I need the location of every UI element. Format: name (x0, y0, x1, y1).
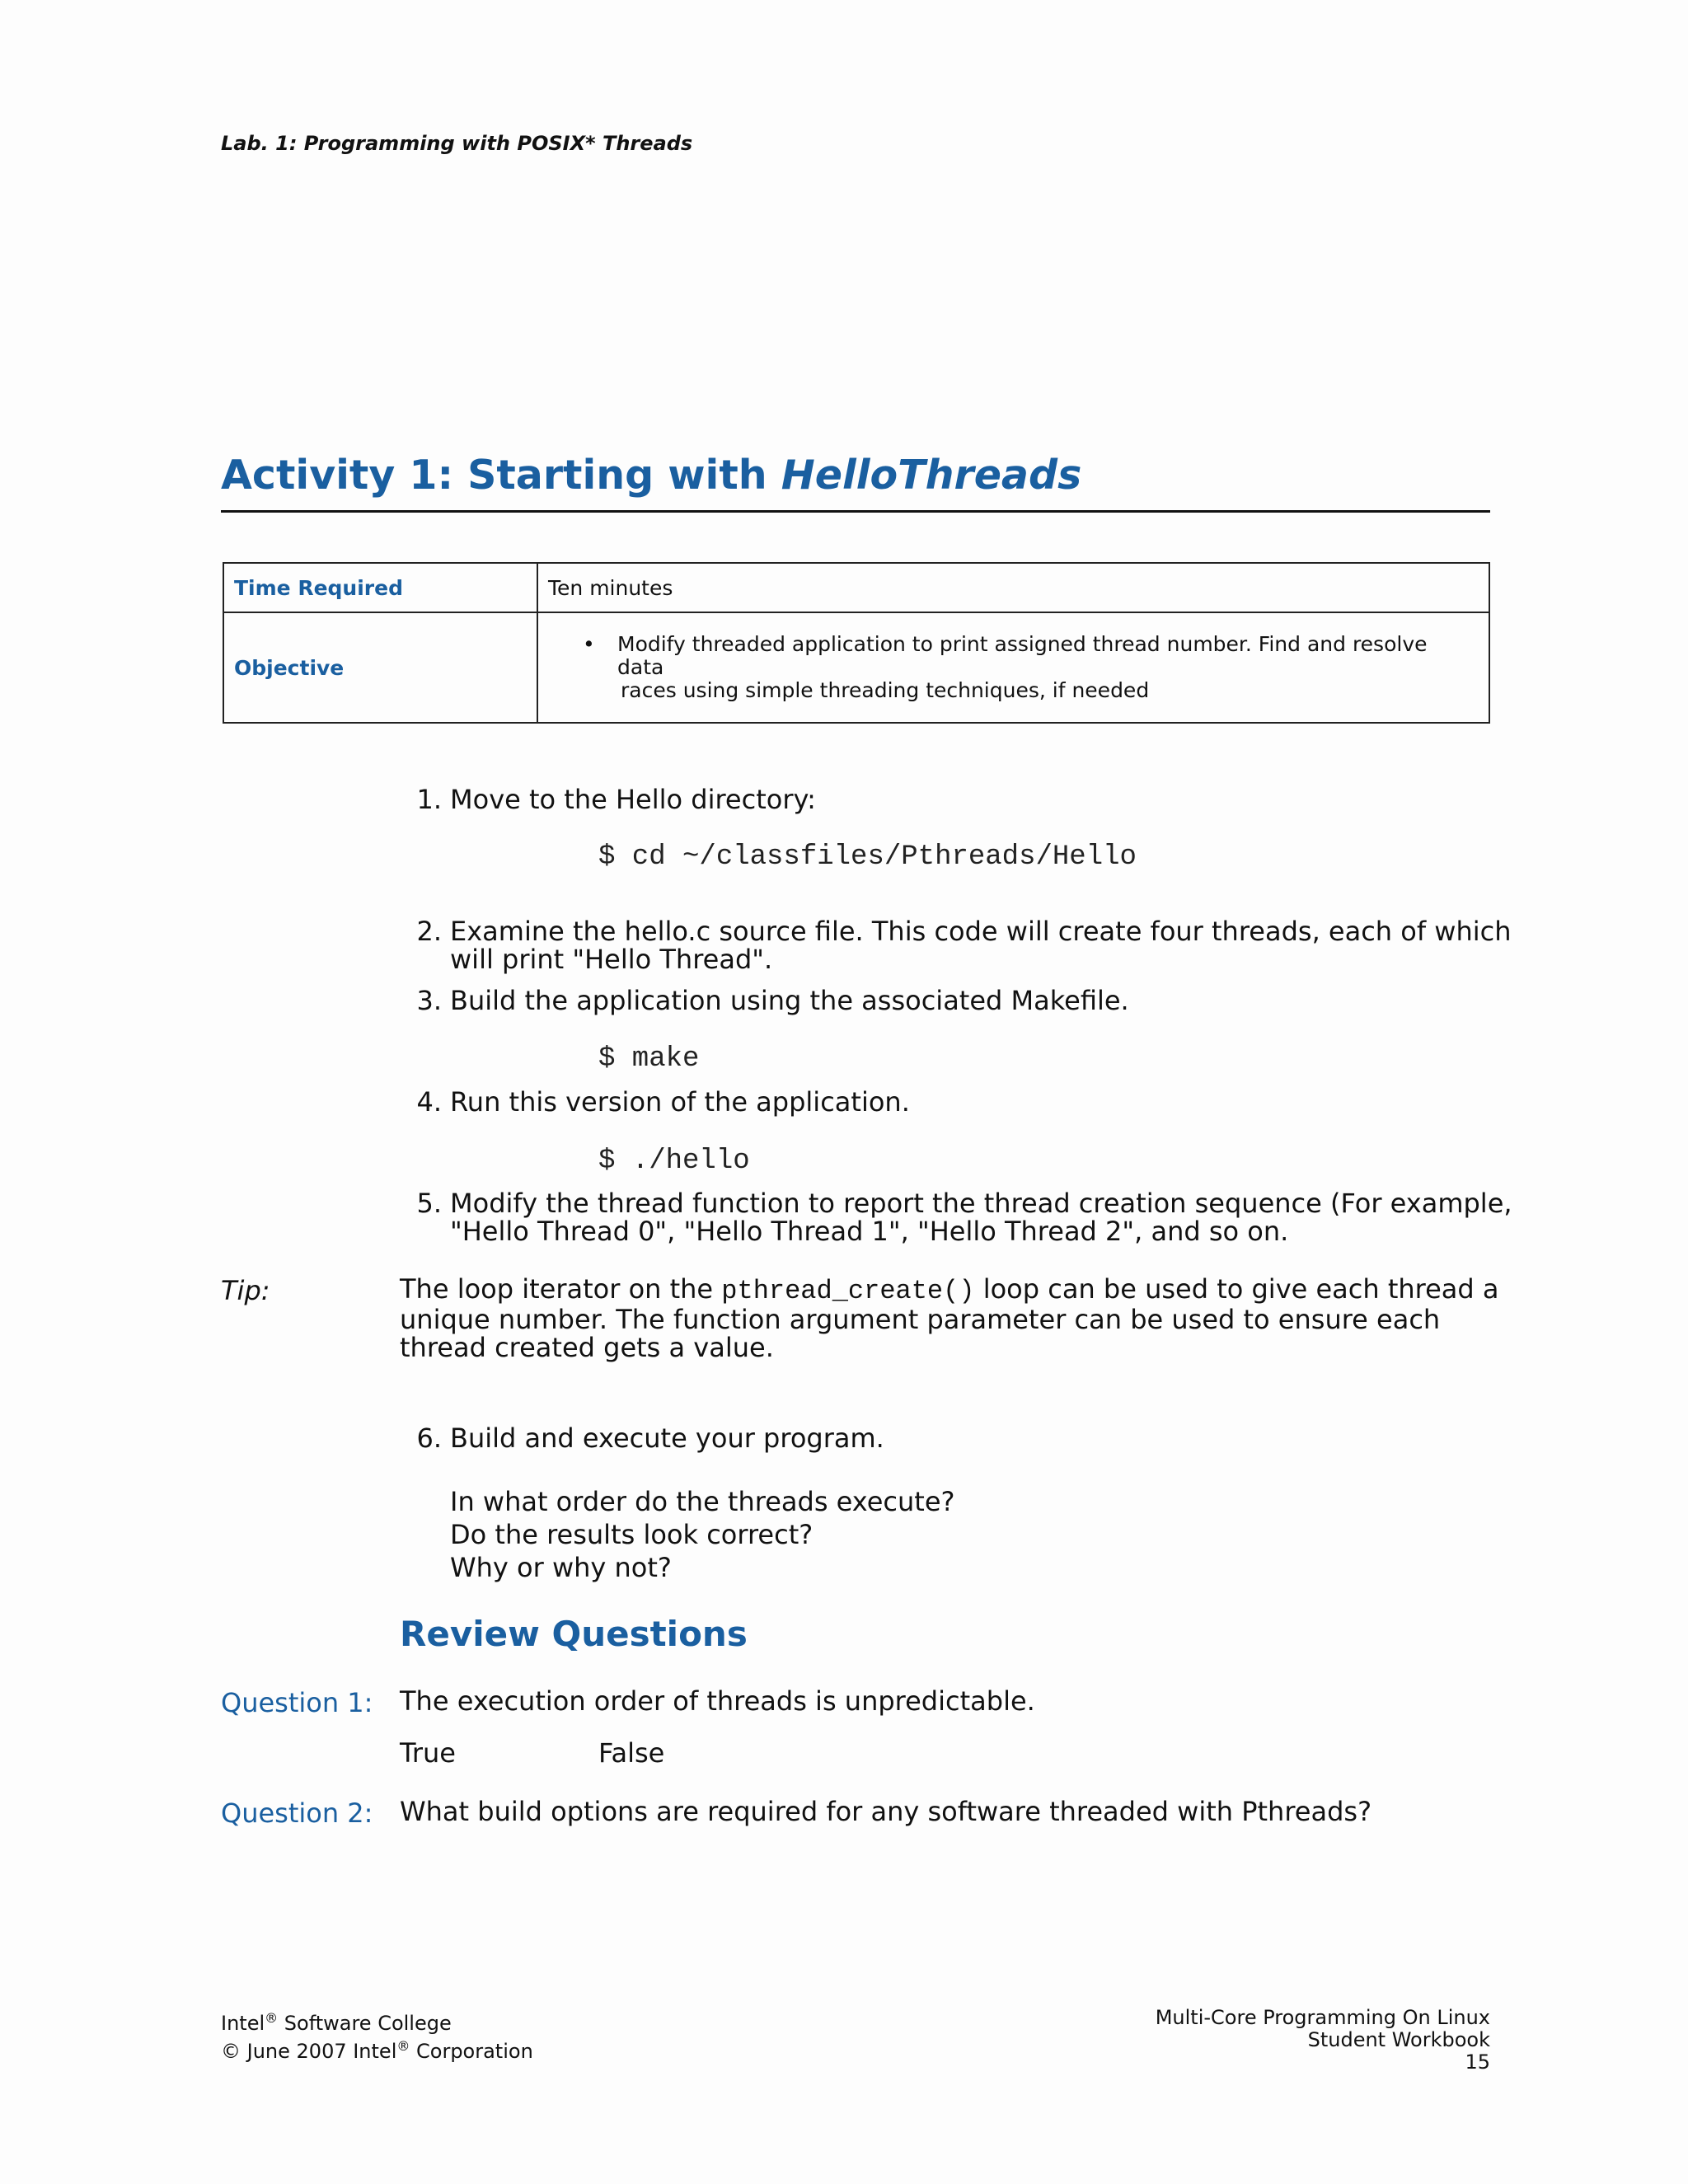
footer-intel: Intel (221, 2012, 265, 2035)
table-row (223, 612, 1489, 723)
step-6-question-2: Do the results look correct? (450, 1519, 814, 1550)
footer-workbook: Student Workbook (1307, 2028, 1490, 2051)
footer-copyright: © June 2007 Intel (221, 2040, 397, 2063)
step-6-question-1: In what order do the threads execute? (450, 1486, 955, 1517)
step-number: 6. (416, 1422, 442, 1454)
activity-info-table (223, 562, 1490, 724)
tip-text (400, 1275, 1504, 1361)
step-number: 3. (416, 985, 442, 1016)
step-number: 5. (416, 1188, 442, 1219)
question-1-text: The execution order of threads is unpredictable. (400, 1685, 1035, 1717)
footer-left-line-1 (221, 2007, 533, 2035)
step-number: 4. (416, 1086, 442, 1118)
step-number: 1. (416, 784, 442, 815)
step-6-questions (450, 1485, 955, 1584)
make-command: $ make (598, 1043, 700, 1075)
objective-bullet-item (548, 633, 1479, 702)
tip-text-before: The loop iterator on the (400, 1273, 722, 1305)
activity-title-prefix: Activity 1: Starting with (221, 452, 781, 499)
footer-book-title: Multi-Core Programming On Linux (1155, 2006, 1490, 2029)
step-text: Build and execute your program. (450, 1422, 884, 1454)
step-text-line-1: Examine the hello.c source file. This code will create four threads, each of which (450, 916, 1512, 947)
time-required-label: Time Required (223, 563, 537, 612)
step-6-question-3: Why or why not? (450, 1552, 672, 1583)
step-number: 2. (416, 916, 442, 947)
step-text-line-2: will print "Hello Thread". (450, 944, 773, 975)
activity-title (221, 452, 1081, 499)
footer-left-line-2 (221, 2035, 533, 2063)
footer-corporation: Corporation (410, 2040, 533, 2063)
objective-value (537, 612, 1489, 723)
question-2-label: Question 2: (221, 1797, 373, 1829)
question-1-true-option[interactable]: True (400, 1737, 456, 1769)
title-underline (221, 510, 1490, 513)
step-text: Run this version of the application. (450, 1086, 910, 1118)
objective-text (617, 633, 1479, 702)
footer-right (1156, 2007, 1490, 2074)
registered-mark: ® (396, 2038, 410, 2054)
time-required-value: Ten minutes (537, 563, 1489, 612)
table-row (223, 563, 1489, 612)
cd-command: $ cd ~/classfiles/Pthreads/Hello (598, 841, 1137, 873)
objective-line-1: Modify threaded application to print assigned thread number. Find and resolve data (617, 632, 1428, 679)
footer-software-college: Software College (278, 2012, 452, 2035)
footer-left (221, 2007, 533, 2063)
step-text-line-2: "Hello Thread 0", "Hello Thread 1", "Hello Thread 2", and so on. (450, 1216, 1289, 1247)
question-1-false-option[interactable]: False (598, 1737, 665, 1769)
objective-label: Objective (223, 612, 537, 723)
step-text: Move to the Hello directory: (450, 784, 816, 815)
tip-label: Tip: (221, 1275, 270, 1306)
run-command: $ ./hello (598, 1146, 750, 1177)
tip-code: pthread_create() (721, 1276, 975, 1306)
step-text-line-1: Modify the thread function to report the thread creation sequence (For example, (450, 1188, 1512, 1219)
lab-header: Lab. 1: Programming with POSIX* Threads (221, 132, 693, 155)
review-questions-heading: Review Questions (400, 1614, 748, 1654)
tip-text-after: loop can be used to give each thread a unique number. The function argument parameter can be used to ensure each thread created gets a value. (400, 1273, 1499, 1363)
registered-mark: ® (265, 2010, 279, 2026)
objective-line-2: races using simple threading techniques, if needed (621, 678, 1150, 702)
question-2-text: What build options are required for any software threaded with Pthreads? (400, 1796, 1372, 1827)
activity-title-italic: HelloThreads (781, 452, 1082, 499)
question-1-label: Question 1: (221, 1687, 373, 1718)
bullet-icon: • (583, 632, 595, 656)
page-number: 15 (1465, 2050, 1490, 2074)
step-text: Build the application using the associated Makefile. (450, 985, 1129, 1016)
